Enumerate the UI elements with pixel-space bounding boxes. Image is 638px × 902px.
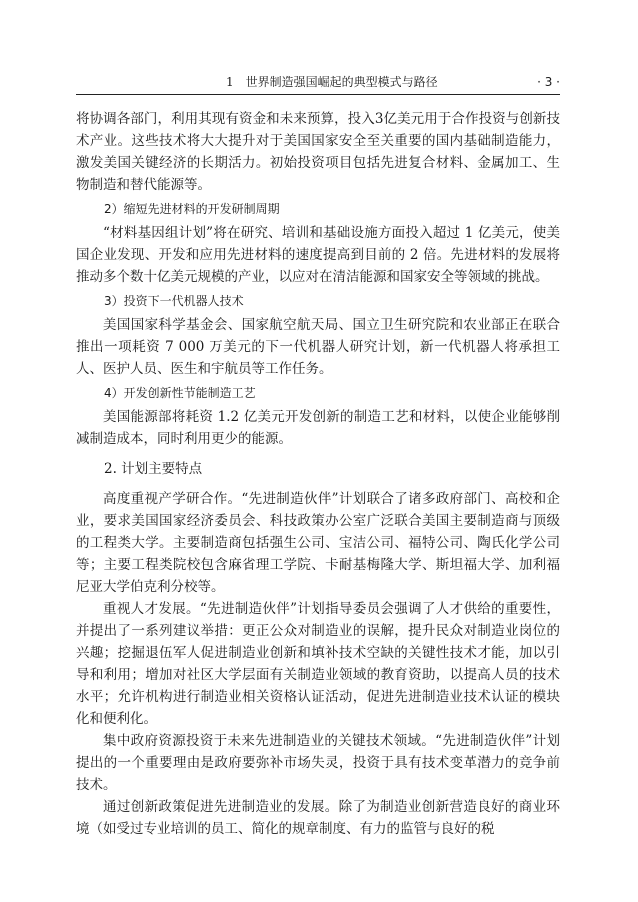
paragraph-continued: 将协调各部门，利用其现有资金和未来预算，投入3亿美元用于合作投资与创新技术产业。这些技术将大大提升对于美国国家安全至关重要的国内基础制造能力，激发美国关键经济的长期活力。初始投资项目包括先进复合材料、金属加工、生物制造和替代能源等。 <box>76 111 560 193</box>
running-header <box>76 72 560 95</box>
section-heading: 2. 计划主要特点 <box>104 461 203 477</box>
page-body <box>76 108 560 840</box>
chapter-title: 1 世界制造强国崛起的典型模式与路径 <box>226 75 438 89</box>
paragraph-feature-1: 高度重视产学研合作。“先进制造伙伴”计划联合了诸多政府部门、高校和企业，要求美国国家经济委员会、科技政策办公室广泛联合美国主要制造商与顶级的工程类大学。主要制造商包括强生公司、宝洁公司、福特公司、陶氏化学公司等；主要工程类院校包含麻省理工学院、卡耐基梅隆大学、斯坦福大学、加利福尼亚大学伯克利分校等。 <box>76 491 560 595</box>
page-number: · 3 · <box>537 75 560 89</box>
paragraph-feature-4: 通过创新政策促进先进制造业的发展。除了为制造业创新营造良好的商业环境（如受过专业培训的员工、简化的规章制度、有力的监管与良好的税 <box>76 799 560 837</box>
subheading-4: 4）开发创新性节能制造工艺 <box>104 386 256 400</box>
paragraph-materials: “材料基因组计划”将在研究、培训和基础设施方面投入超过 1 亿美元，使美国企业发现、开发和应用先进材料的速度提高到目前的 2 倍。先进材料的发展将推动多个数十亿美元规模的产业，以应对在清洁能源和国家安全等领域的挑战。 <box>76 225 560 285</box>
paragraph-feature-3: 集中政府资源投资于未来先进制造业的关键技术领域。“先进制造伙伴”计划提出的一个重要理由是政府要弥补市场失灵，投资于具有技术变革潜力的竞争前技术。 <box>76 733 560 793</box>
subheading-3: 3）投资下一代机器人技术 <box>104 294 244 308</box>
paragraph-robotics: 美国国家科学基金会、国家航空航天局、国立卫生研究院和农业部正在联合推出一项耗资 7 000 万美元的下一代机器人研究计划，新一代机器人将承担工人、医护人员、医生和宇航员等工作任务。 <box>76 317 560 377</box>
subheading-2: 2）缩短先进材料的开发研制周期 <box>104 202 280 216</box>
paragraph-feature-2: 重视人才发展。“先进制造伙伴”计划指导委员会强调了人才供给的重要性，并提出了一系列建议举措：更正公众对制造业的误解，提升民众对制造业岗位的兴趣；挖掘退伍军人促进制造业创新和填补技术空缺的关键性技术才能，加以引导和利用；增加对社区大学层面有关制造业领域的教育资助，以提高人员的技术水平；允许机构进行制造业相关资格认证活动，促进先进制造业技术认证的模块化和便利化。 <box>76 601 560 727</box>
paragraph-energy: 美国能源部将耗资 1.2 亿美元开发创新的制造工艺和材料，以使企业能够削减制造成本，同时利用更少的能源。 <box>76 409 560 447</box>
